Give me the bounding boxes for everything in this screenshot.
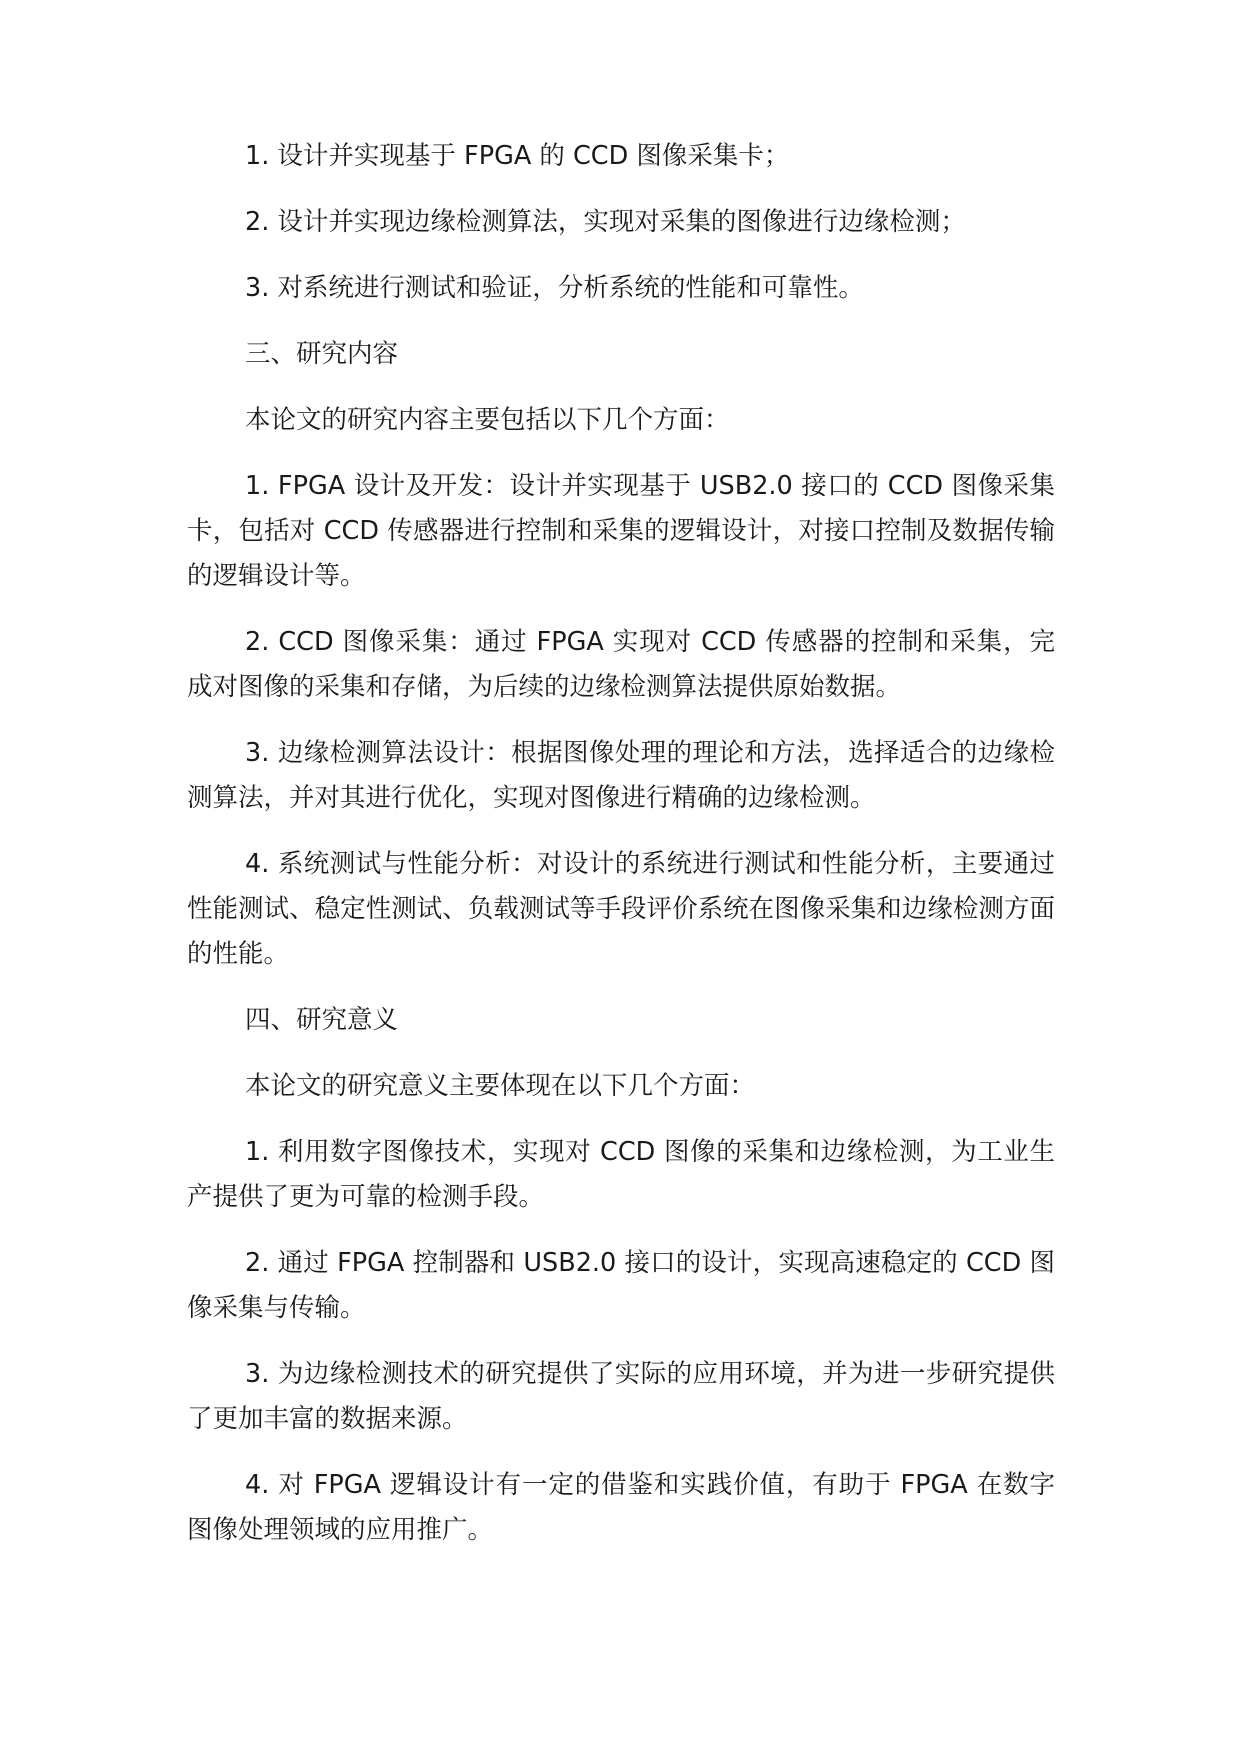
document-page: [187, 134, 1055, 1574]
section-heading-research-significance: 四、研究意义: [245, 1005, 399, 1035]
goal-item-1: 1. 设计并实现基于 FPGA 的 CCD 图像采集卡；: [245, 141, 790, 171]
goal-item-2: 2. 设计并实现边缘检测算法，实现对采集的图像进行边缘检测；: [245, 207, 966, 237]
research-significance-item-4: 4. 对 FPGA 逻辑设计有一定的借鉴和实践价值，有助于 FPGA 在数字图像处理领域的应用推广。: [187, 1470, 1055, 1545]
research-significance-intro: 本论文的研究意义主要体现在以下几个方面：: [245, 1071, 756, 1101]
goal-item-3: 3. 对系统进行测试和验证，分析系统的性能和可靠性。: [245, 273, 864, 303]
research-content-item-2: 2. CCD 图像采集：通过 FPGA 实现对 CCD 传感器的控制和采集，完成对图像的采集和存储，为后续的边缘检测算法提供原始数据。: [187, 627, 1055, 702]
research-content-item-4: 4. 系统测试与性能分析：对设计的系统进行测试和性能分析，主要通过性能测试、稳定性测试、负载测试等手段评价系统在图像采集和边缘检测方面的性能。: [187, 849, 1055, 969]
research-content-item-3: 3. 边缘检测算法设计：根据图像处理的理论和方法，选择适合的边缘检测算法，并对其进行优化，实现对图像进行精确的边缘检测。: [187, 738, 1055, 813]
research-significance-item-1: 1. 利用数字图像技术，实现对 CCD 图像的采集和边缘检测，为工业生产提供了更为可靠的检测手段。: [187, 1137, 1055, 1212]
research-significance-item-3: 3. 为边缘检测技术的研究提供了实际的应用环境，并为进一步研究提供了更加丰富的数据来源。: [187, 1359, 1055, 1434]
research-significance-item-2: 2. 通过 FPGA 控制器和 USB2.0 接口的设计，实现高速稳定的 CCD 图像采集与传输。: [187, 1248, 1055, 1323]
research-content-intro: 本论文的研究内容主要包括以下几个方面：: [245, 405, 730, 435]
research-content-item-1: 1. FPGA 设计及开发：设计并实现基于 USB2.0 接口的 CCD 图像采集卡，包括对 CCD 传感器进行控制和采集的逻辑设计，对接口控制及数据传输的逻辑设计等。: [187, 471, 1055, 591]
section-heading-research-content: 三、研究内容: [245, 339, 399, 369]
